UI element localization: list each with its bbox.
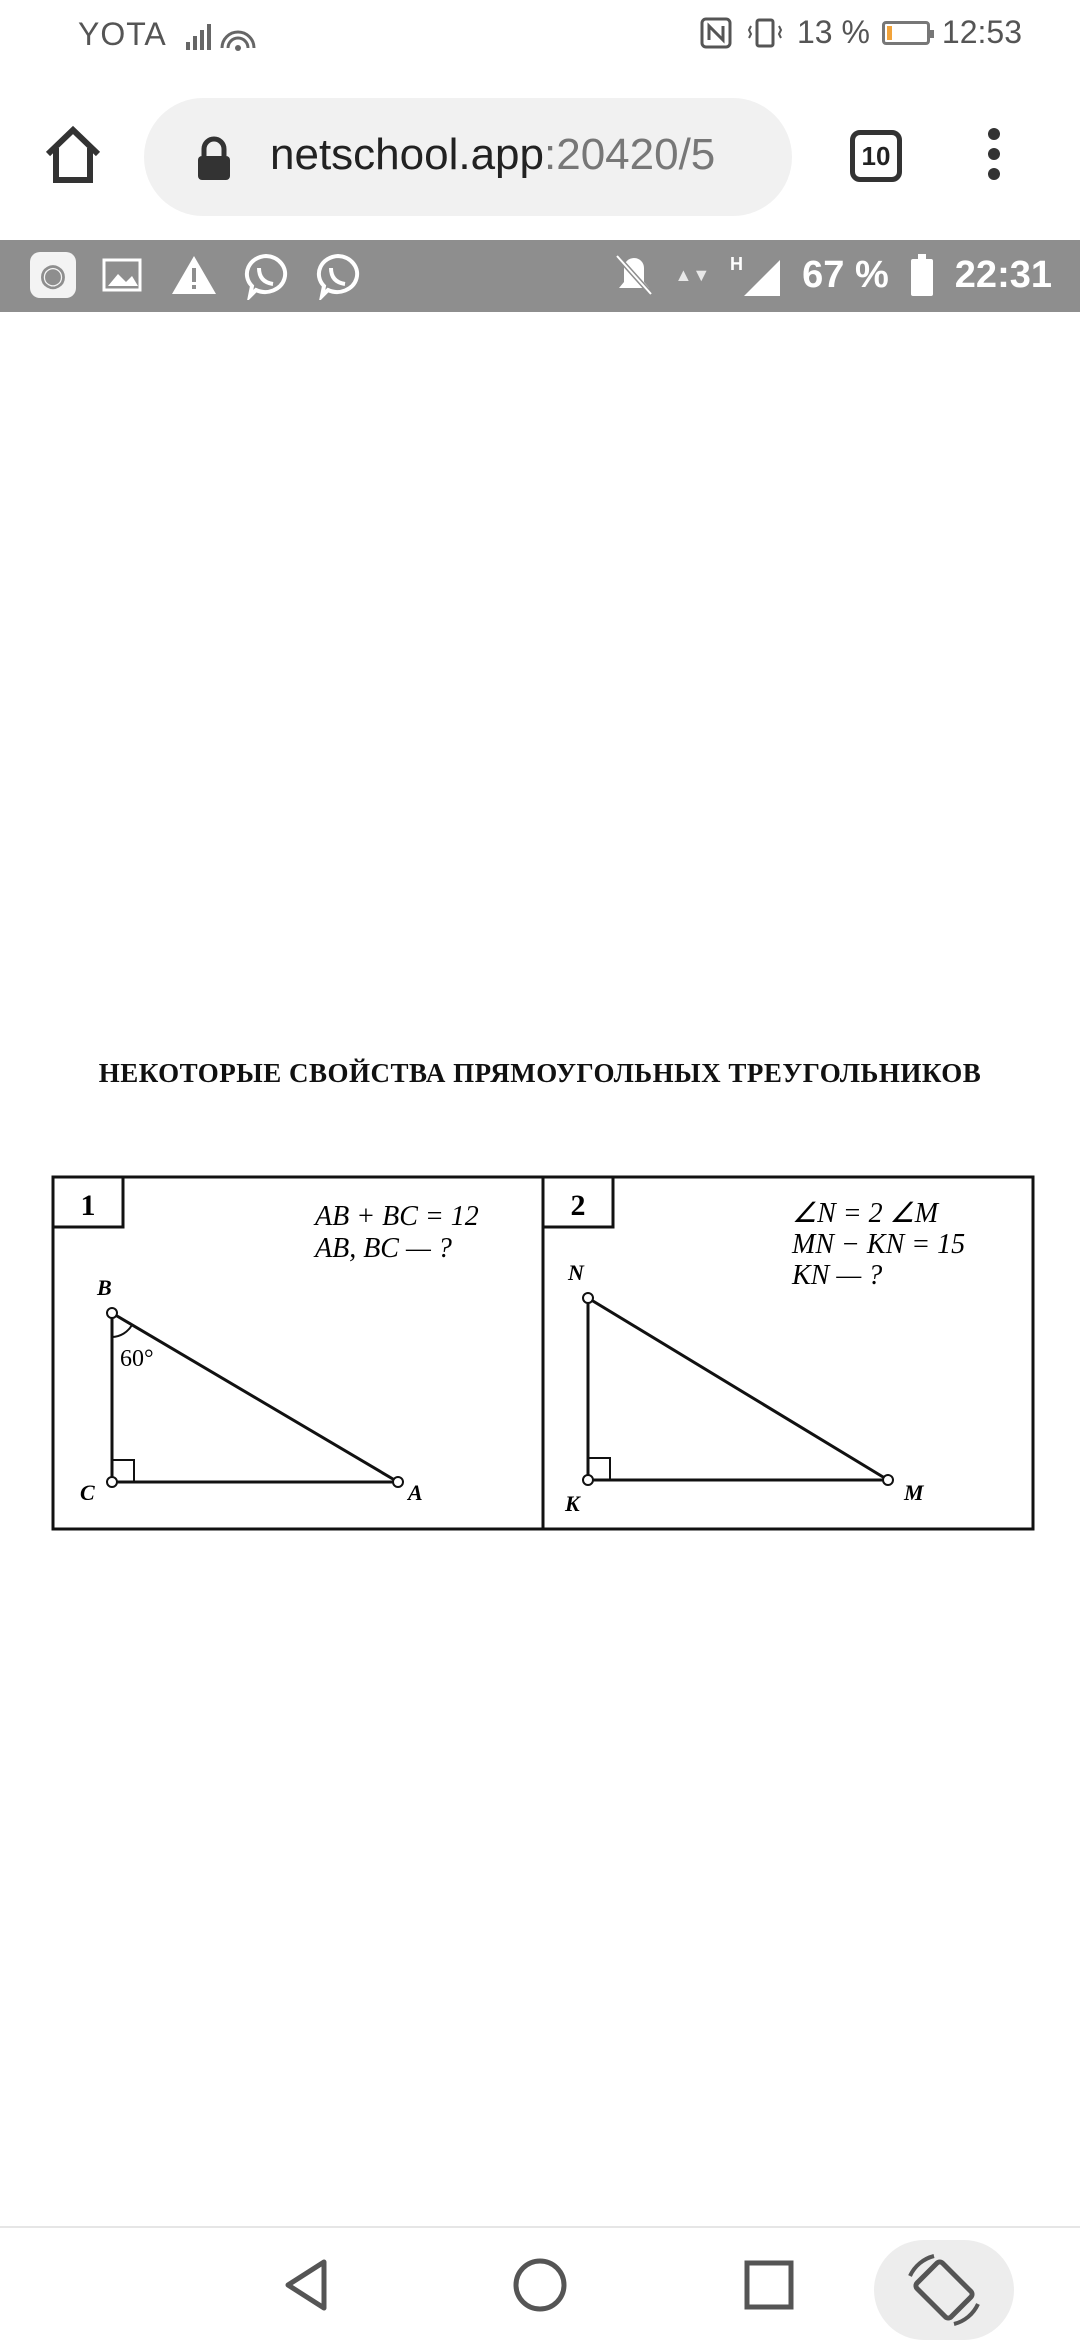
worksheet-title: НЕКОТОРЫЕ СВОЙСТВА ПРЯМОУГОЛЬНЫХ ТРЕУГОЛЬНИКОВ (98, 1058, 982, 1088)
geometry-diagram (0, 240, 1080, 2240)
rotate-screen-icon (874, 2240, 1014, 2340)
embedded-status-bar: ◉ ▲▼ H 67 % 22:31 (0, 240, 1080, 312)
nfc-icon (699, 16, 733, 50)
triangle-kmn (583, 1293, 893, 1485)
carrier-name: YOTA (78, 16, 167, 52)
problem-1-number: 1 (80, 1189, 96, 1222)
address-bar[interactable] (144, 98, 792, 216)
vertex-k-label: K (565, 1491, 580, 1516)
problem-1-condition-2: AB, BC — ? (315, 1233, 452, 1264)
recents-square-icon[interactable] (734, 2250, 804, 2320)
status-bar (0, 0, 1080, 72)
battery-percent: 13 % (796, 14, 870, 50)
problem-2-condition-1: ∠N = 2 ∠M (792, 1198, 939, 1229)
page-image (0, 240, 1080, 2240)
network-type: H (730, 254, 744, 274)
system-nav-bar (0, 2226, 1080, 2342)
embedded-battery-percent: 67 % (802, 253, 889, 296)
vertex-b-label: B (97, 1275, 112, 1300)
problem-2-condition-3: KN — ? (792, 1260, 883, 1291)
back-triangle-icon[interactable] (272, 2250, 342, 2320)
url-port: :20420/5 (544, 130, 716, 179)
problem-2-number: 2 (570, 1189, 586, 1222)
app-notification-icon: ◉ (30, 252, 76, 298)
rotate-screen-button[interactable] (874, 2240, 1014, 2340)
vertex-c-label: C (80, 1480, 95, 1505)
tab-switcher-button[interactable]: 10 (850, 130, 902, 182)
more-vert-icon[interactable] (984, 128, 1004, 188)
url-host: netschool.app (270, 130, 544, 179)
vertex-n-label: N (568, 1260, 584, 1285)
vibrate-icon (745, 16, 785, 50)
signal-wifi-icon (182, 18, 262, 54)
problem-2-condition-2: MN − KN = 15 (792, 1229, 966, 1260)
battery-icon (882, 21, 930, 45)
url-text (270, 130, 715, 180)
lock-icon (194, 136, 234, 182)
browser-toolbar (0, 72, 1080, 240)
vertex-a-label: A (408, 1480, 423, 1505)
clock: 12:53 (941, 14, 1022, 50)
vertex-m-label: M (904, 1480, 924, 1505)
embedded-clock: 22:31 (954, 253, 1052, 296)
home-icon[interactable] (38, 120, 108, 190)
problem-1-condition-1: AB + BC = 12 (315, 1201, 479, 1232)
home-circle-icon[interactable] (505, 2250, 575, 2320)
triangle-abc (107, 1308, 403, 1487)
angle-60-label: 60° (120, 1346, 154, 1372)
